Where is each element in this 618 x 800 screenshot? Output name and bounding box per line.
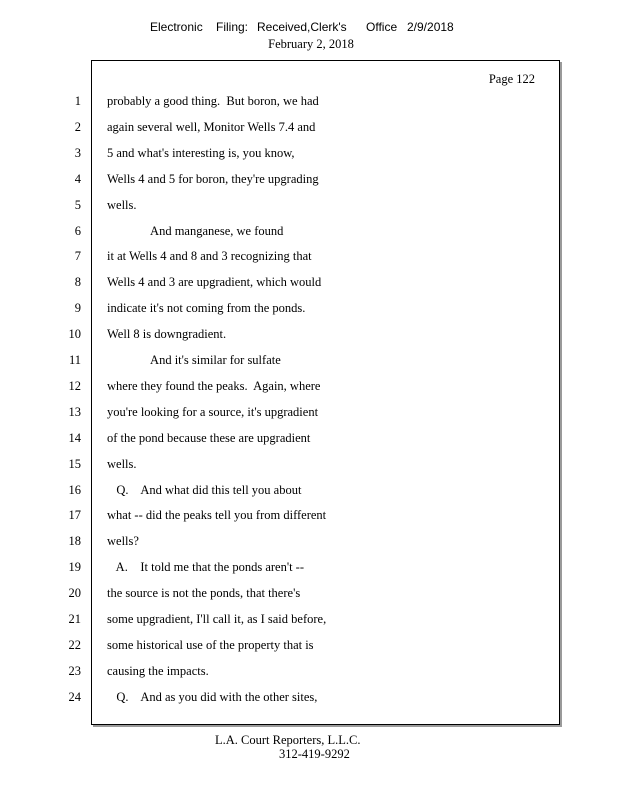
line-text: some upgradient, I'll call it, as I said before, [107, 612, 327, 626]
line-number: 4 [74, 171, 81, 186]
line-number: 17 [68, 508, 81, 523]
page-number: Page 122 [488, 72, 535, 86]
line-text: wells. [107, 197, 137, 212]
transcript-line [0, 583, 618, 603]
filing-stamp-word: Electronic [150, 20, 203, 34]
transcript-line [0, 221, 618, 241]
transcript-line [0, 169, 618, 189]
line-number: 7 [74, 249, 81, 264]
transcript-line [0, 454, 618, 474]
transcript-line [0, 687, 618, 707]
line-number: 2 [74, 119, 81, 134]
line-text: of the pond because these are upgradient [107, 430, 311, 445]
transcript-line [0, 402, 618, 422]
line-text: the source is not the ponds, that there's [107, 586, 301, 601]
line-text: some historical use of the property that is [107, 637, 314, 652]
transcript-line [0, 298, 618, 318]
line-number: 13 [68, 404, 81, 419]
line-number: 6 [74, 223, 81, 238]
line-text: where they found the peaks. Again, where [107, 378, 321, 393]
transcript-line [0, 117, 618, 137]
line-text: And it's similar for sulfate [107, 353, 281, 367]
line-text: causing the impacts. [107, 663, 209, 678]
line-number: 8 [74, 275, 81, 290]
transcript-date: February 2, 2018 [268, 37, 354, 51]
line-number: 22 [68, 637, 81, 652]
line-number: 21 [68, 612, 81, 626]
line-text: again several well, Monitor Wells 7.4 and [107, 119, 316, 134]
line-text: indicate it's not coming from the ponds. [107, 301, 306, 316]
line-number: 10 [68, 327, 81, 342]
transcript-line [0, 324, 618, 344]
line-text: you're looking for a source, it's upgradient [107, 404, 319, 419]
line-number: 24 [68, 689, 81, 704]
court-reporter-phone: 312-419-9292 [279, 747, 350, 761]
line-text: Wells 4 and 5 for boron, they're upgrading [107, 171, 319, 186]
transcript-line [0, 246, 618, 266]
transcript-line [0, 635, 618, 655]
line-text: 5 and what's interesting is, you know, [107, 145, 295, 160]
line-number: 5 [74, 197, 81, 212]
transcript-line [0, 609, 618, 629]
line-text: it at Wells 4 and 8 and 3 recognizing that [107, 249, 312, 264]
line-text: Q. And what did this tell you about [107, 482, 302, 497]
transcript-line [0, 143, 618, 163]
filing-stamp [150, 20, 470, 38]
transcript-line [0, 480, 618, 500]
line-number: 16 [68, 482, 81, 497]
line-number: 14 [68, 430, 81, 445]
transcript-line [0, 272, 618, 292]
line-number: 9 [74, 301, 81, 316]
line-number: 23 [68, 663, 81, 678]
filing-stamp-word: Filing: [216, 20, 249, 34]
transcript-line [0, 661, 618, 681]
line-text: wells. [107, 456, 137, 471]
transcript-line [0, 91, 618, 111]
transcript-line [0, 531, 618, 551]
transcript-line [0, 350, 618, 370]
line-number: 12 [68, 378, 81, 393]
line-text: A. It told me that the ponds aren't -- [107, 560, 305, 575]
court-reporter-name: L.A. Court Reporters, L.L.C. [215, 733, 361, 747]
filing-stamp-word: 2/9/2018 [407, 20, 454, 34]
line-text: wells? [107, 534, 139, 549]
filing-stamp-word: Received,Clerk's [257, 20, 347, 34]
transcript-line [0, 428, 618, 448]
transcript-line [0, 195, 618, 215]
line-number: 3 [74, 145, 81, 160]
line-text: Wells 4 and 3 are upgradient, which would [107, 275, 322, 290]
line-number: 11 [68, 353, 81, 367]
line-number: 1 [74, 94, 81, 108]
transcript-line [0, 376, 618, 396]
line-number: 15 [68, 456, 81, 471]
line-text: Well 8 is downgradient. [107, 327, 227, 342]
filing-stamp-word: Office [366, 20, 398, 34]
line-number: 19 [68, 560, 81, 575]
transcript-line [0, 557, 618, 577]
transcript-line [0, 505, 618, 525]
line-text: what -- did the peaks tell you from different [107, 508, 327, 523]
line-text: Q. And as you did with the other sites, [107, 689, 318, 704]
line-text: And manganese, we found [107, 223, 284, 238]
line-number: 20 [68, 586, 81, 601]
line-text: probably a good thing. But boron, we had [107, 94, 319, 108]
line-number: 18 [68, 534, 81, 549]
